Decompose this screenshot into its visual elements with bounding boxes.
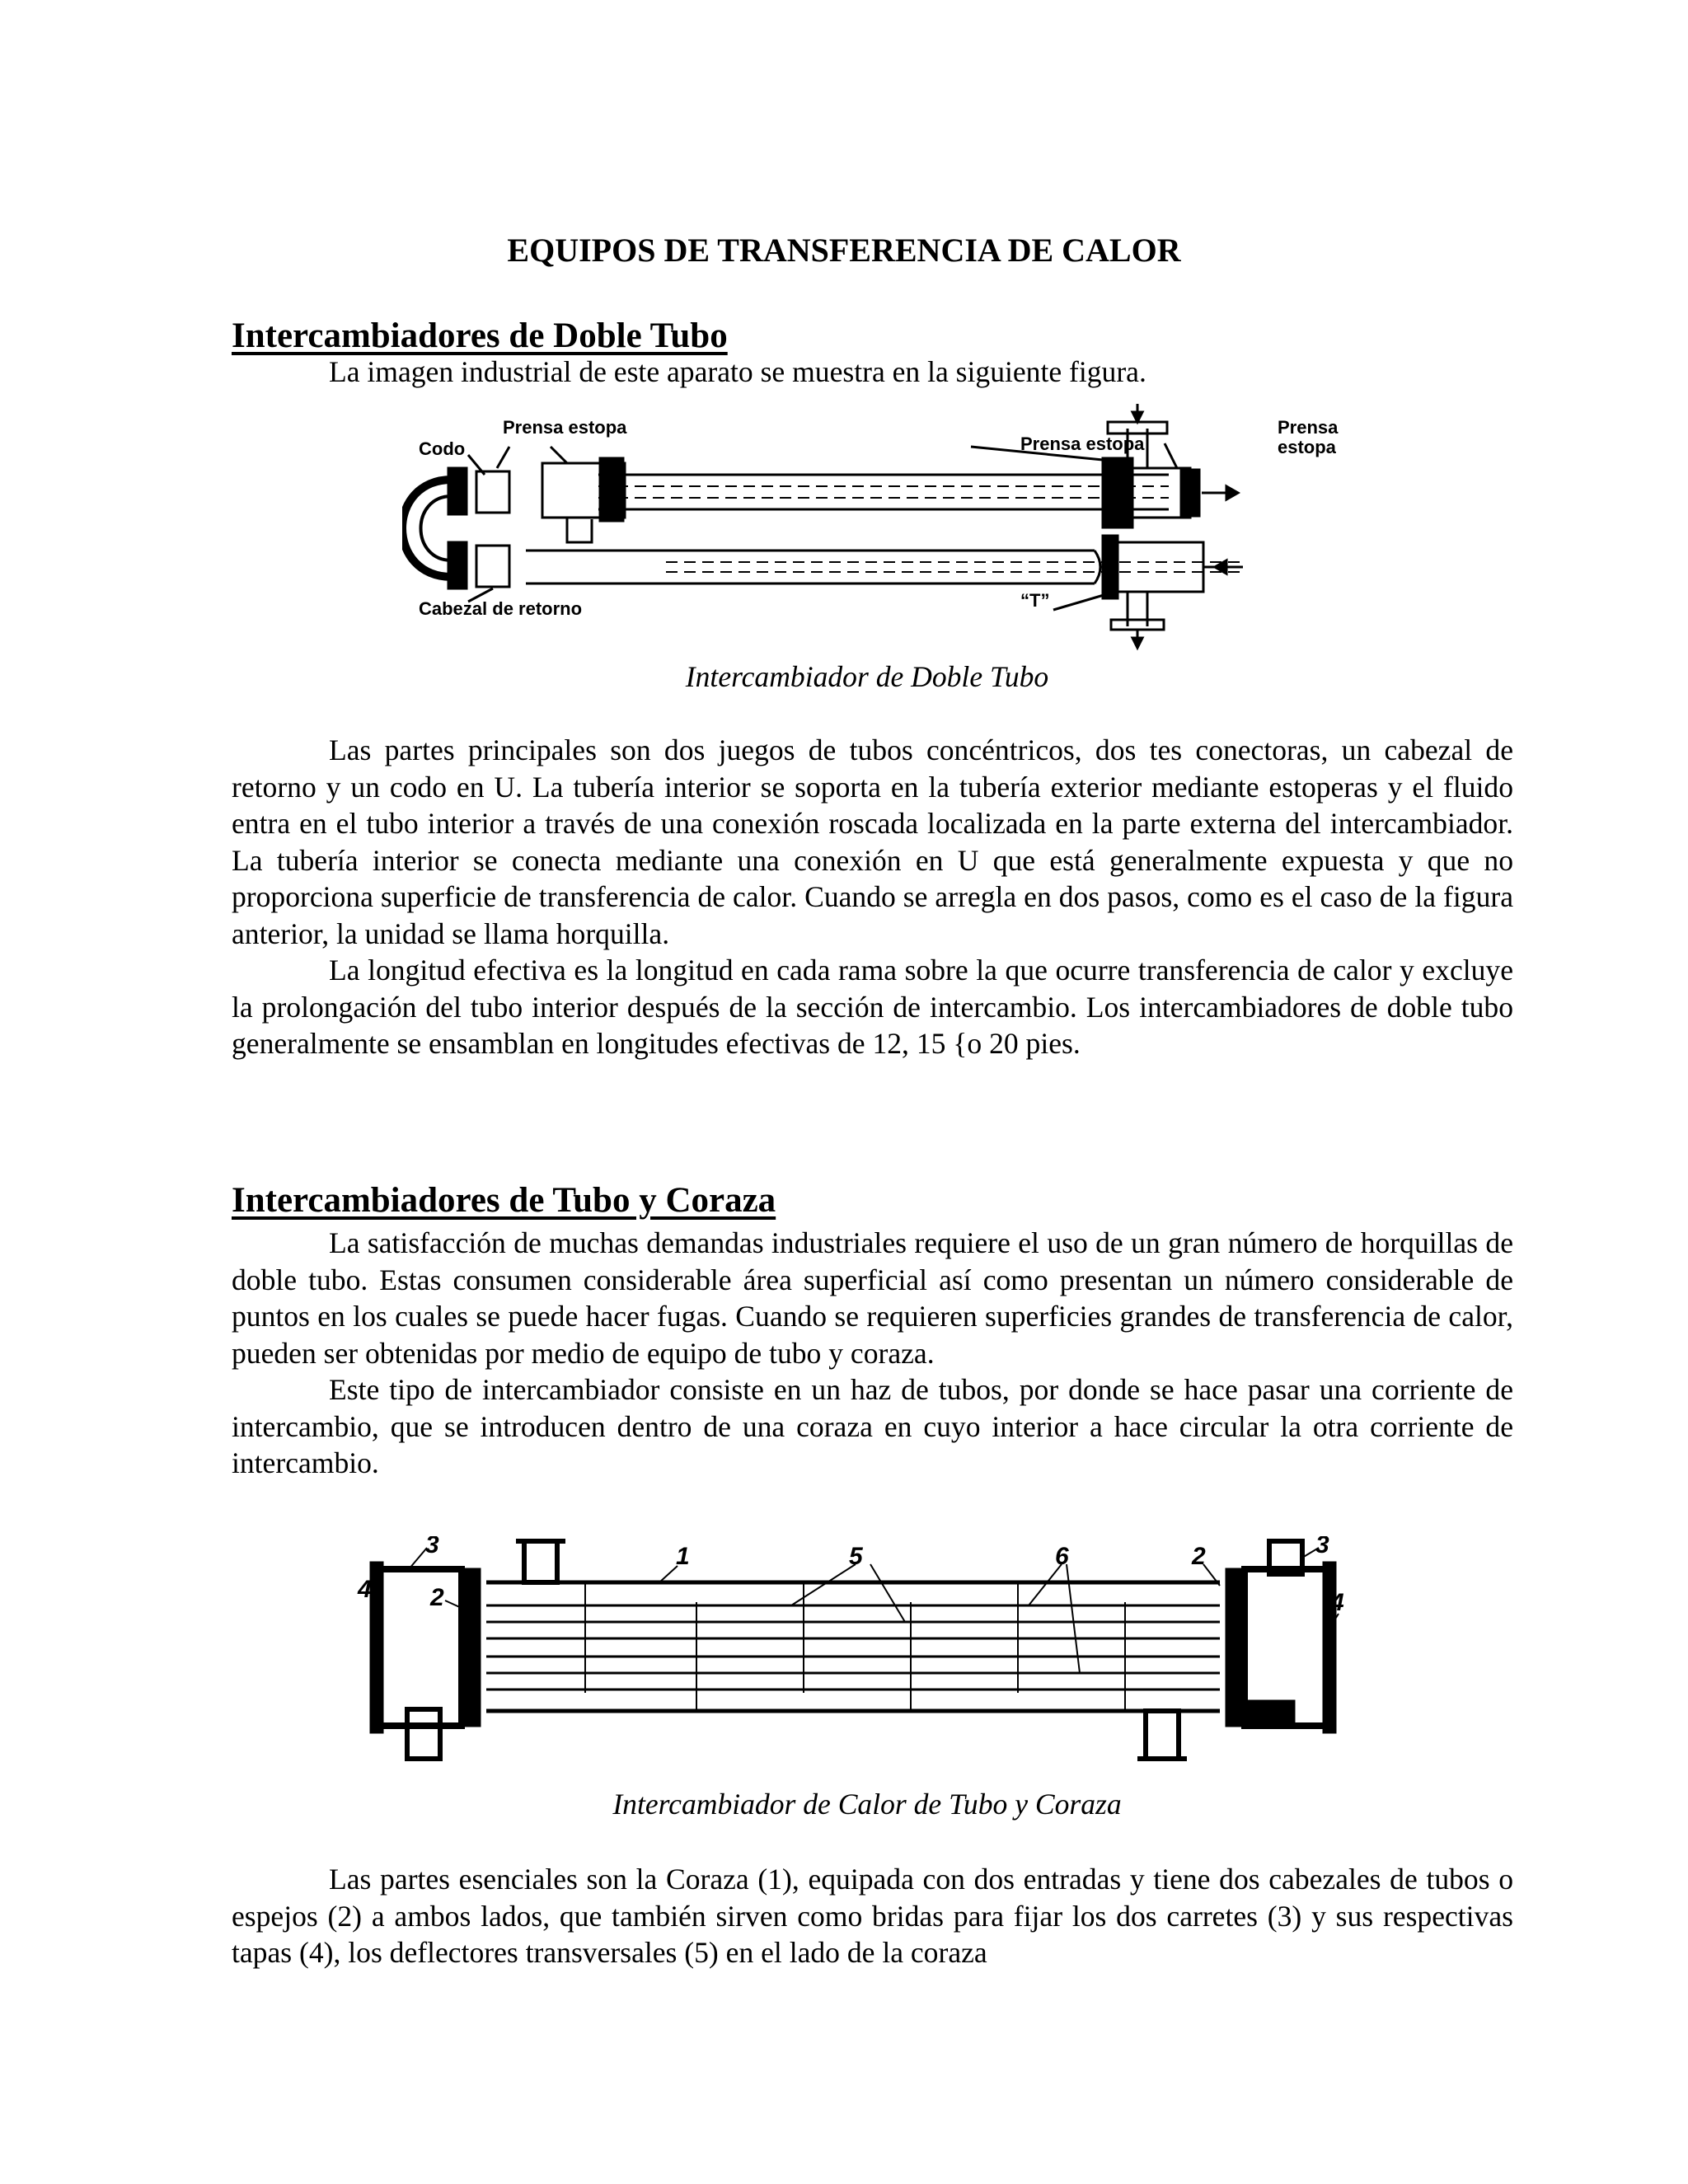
label-tee: “T” [1020,590,1050,611]
section-heading-doble-tubo: Intercambiadores de Doble Tubo [232,316,728,355]
label-3-right: 3 [1315,1536,1329,1558]
label-3-left: 3 [425,1536,439,1558]
section2-paragraph-1: La satisfacción de muchas demandas industriales requiere el uso de un gran número de horquillas de doble tubo. Estas consumen considerable área superficial así como presentan un número considerable de puntos en los cuales se puede hacer fugas. Cuando se requieren superficies grandes de transferencia de calor, pueden ser obtenidas por medio de equipo de tubo y coraza. [232,1226,1513,1370]
left-flange-upper [448,468,467,514]
label-prensa-estopa-mid: Prensa estopa [1020,434,1145,454]
label-1: 1 [676,1543,690,1570]
section-heading-tubo-coraza: Intercambiadores de Tubo y Coraza [232,1181,776,1220]
label-6: 6 [1055,1543,1069,1570]
outlet-arrow [1226,486,1238,499]
section1-paragraph-2: La longitud efectiva es la longitud en cada rama sobre la que ocurre transferencia de calor y excluye la prolongación del tubo interior después de la sección de intercambio. Los intercambiadores de doble tubo generalmente se ensamblan en longitudes efectivas de 12, 15 {o 20 pies. [232,954,1513,1060]
right-flange-upper [1103,458,1132,527]
label-2-left: 2 [430,1584,444,1611]
label-prensa-estopa-left: Prensa estopa [503,417,627,438]
label-4-left: 4 [358,1576,372,1603]
left-gland-lower [476,546,509,587]
u-bend-codo [402,480,452,577]
label-cabezal-retorno: Cabezal de retorno [419,598,583,619]
double-pipe-exchanger-diagram [402,404,1342,651]
right-tee-lower [1113,542,1203,592]
label-4-right: 4 [1330,1589,1344,1616]
outlet-arrow-bottom [1132,638,1142,648]
figure1-caption: Intercambiador de Doble Tubo [685,660,1049,693]
lower-pipe-break [1095,551,1100,583]
shell-inlet-nozzle [524,1541,557,1582]
section2-paragraph-2: Este tipo de intercambiador consiste en un haz de tubos, por donde se hace pasar una corriente de intercambio, que se introducen dentro de una coraza en cuyo interior a hace circular la otra corriente de intercambio. [232,1373,1513,1479]
page-title: EQUIPOS DE TRANSFERENCIA DE CALOR [507,232,1181,269]
label-prensa-right: Prensa [1278,417,1339,438]
figure2-caption: Intercambiador de Calor de Tubo y Coraza [612,1788,1122,1821]
shell-tube-exchanger-diagram [354,1536,1352,1767]
left-gland-upper [476,471,509,513]
left-channel [379,1569,462,1726]
section1-paragraph-1: Las partes principales son dos juegos de tubos concéntricos, dos tes conectoras, un cabezal de retorno y un codo en U. La tubería interior se soporta en la tubería exterior mediante estoperas y el fluido entra en el tubo interior a través de una conexión roscada localizada en la parte externa del intercambiador. La tubería interior se conecta mediante una conexión en U que está generalmente expuesta y que no proporciona superficie de transferencia de calor. Cuando se arregla en dos pasos, como es el caso de la figura anterior, la unidad se llama horquilla. [232,733,1513,950]
left-cover [371,1563,382,1732]
label-codo: Codo [419,438,466,459]
right-cover [1324,1563,1335,1732]
section1-body [232,732,1513,1062]
label-5: 5 [849,1543,863,1570]
section2-closing-paragraph: Las partes esenciales son la Coraza (1), equipada con dos entradas y tiene dos cabezales de tubos o espejos (2) a ambos lados, que también sirven como bridas para fijar los dos carretes (3) y sus respectivas tapas (4), los deflectores transversales (5) en el lado de la coraza [232,1863,1513,1969]
section1-intro: La imagen industrial de este aparato se muestra en la siguiente figura. [329,355,1146,388]
label-2-right: 2 [1192,1543,1206,1570]
shell-outlet-nozzle [1146,1711,1179,1759]
inlet-arrow-top [1132,412,1142,422]
left-flange-lower [448,542,467,588]
left-bottom-nozzle [407,1709,440,1759]
label-estopa-right: estopa [1278,437,1336,457]
left-tee-branch [567,518,592,542]
section2-body [232,1225,1513,1482]
left-tubesheet [462,1569,480,1726]
section2-closing [232,1861,1513,1971]
